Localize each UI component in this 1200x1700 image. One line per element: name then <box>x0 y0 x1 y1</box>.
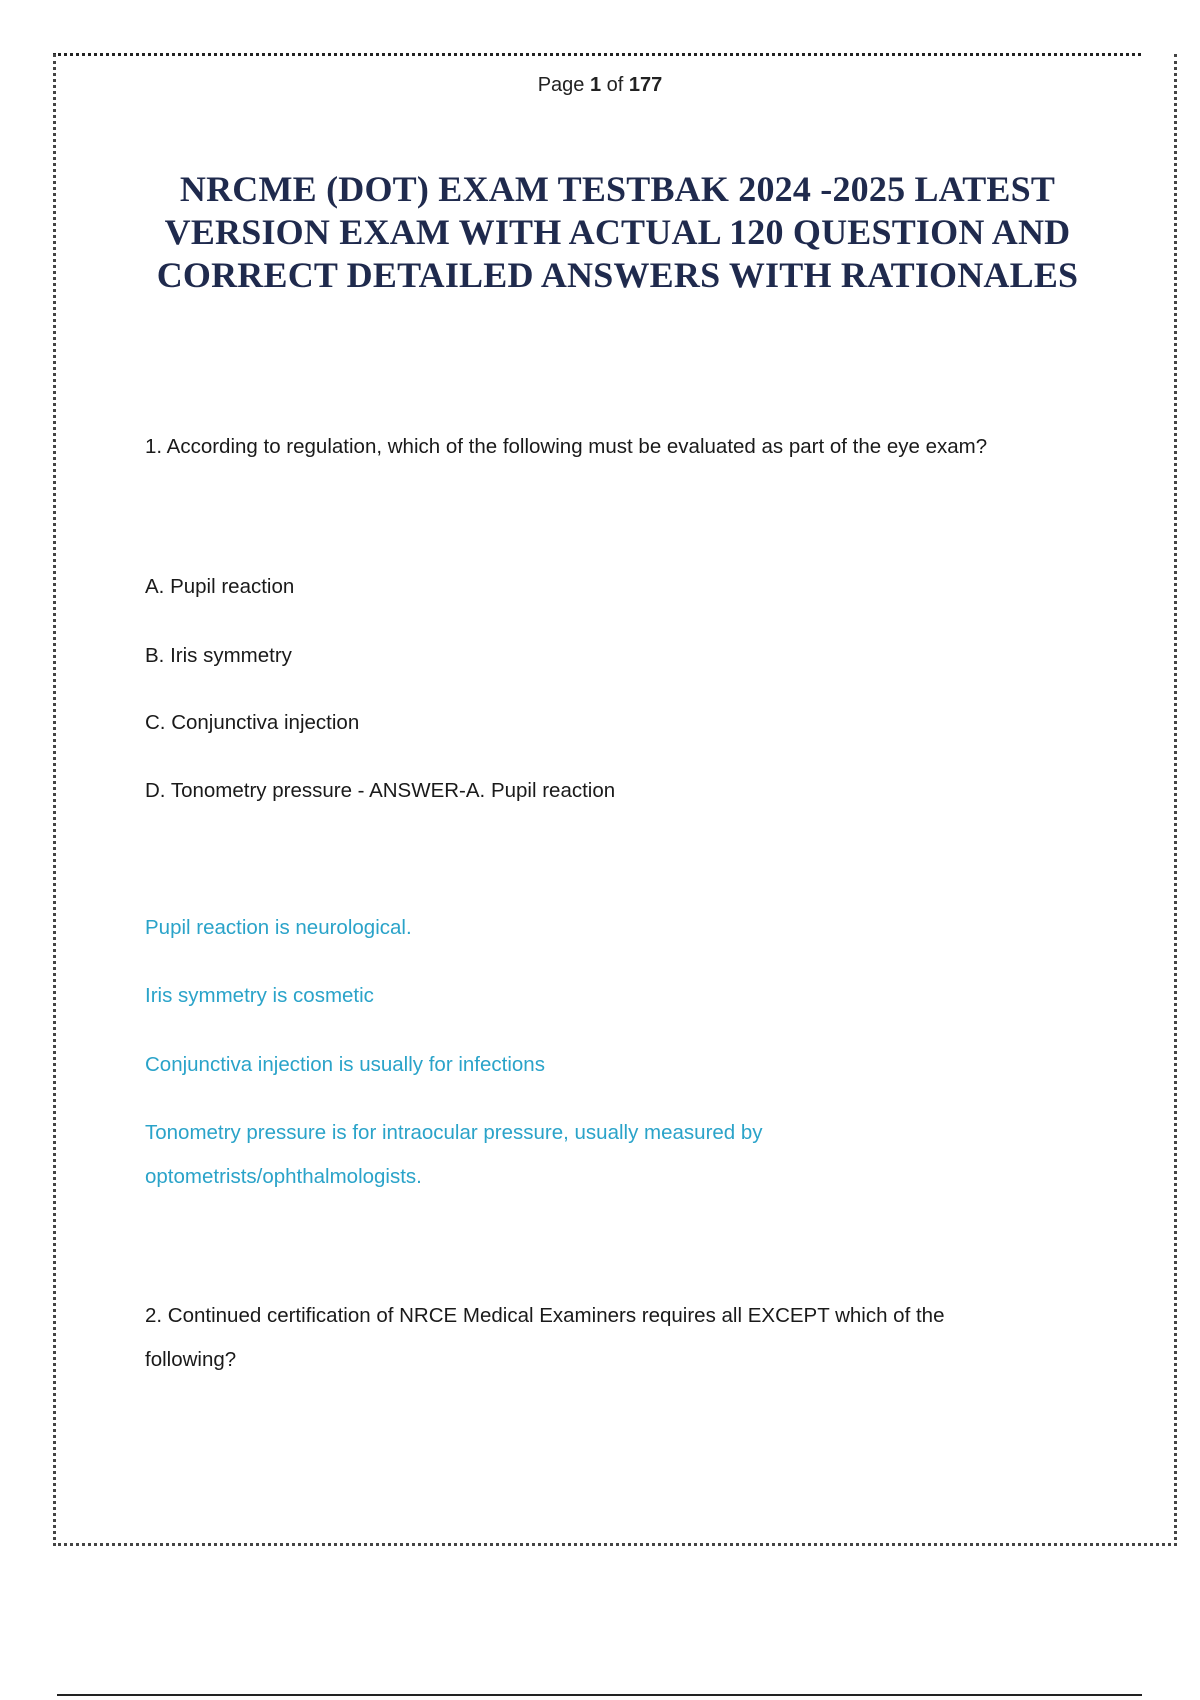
question-1-option-d-answer: D. Tonometry pressure - ANSWER-A. Pupil reaction <box>145 779 616 802</box>
document-title: NRCME (DOT) EXAM TESTBAK 2024 -2025 LATEST VERSION EXAM WITH ACTUAL 120 QUESTION AND CORRECT DETAILED ANSWERS WITH RATIONALES <box>156 169 1079 295</box>
page-current: 1 <box>589 74 602 96</box>
question-1-option-a: A. Pupil reaction <box>145 575 295 598</box>
rationale-1: Pupil reaction is neurological. <box>145 916 412 939</box>
rationale-2: Iris symmetry is cosmetic <box>145 984 374 1007</box>
page-prefix: Page <box>537 74 590 96</box>
page-number <box>0 74 1200 97</box>
question-1-option-c: C. Conjunctiva injection <box>145 711 360 734</box>
question-1-text: 1. According to regulation, which of the following must be evaluated as part of the eye exam? <box>145 435 988 458</box>
rationale-4: Tonometry pressure is for intraocular pressure, usually measured by optometrists/ophthalmologists. <box>145 1121 763 1188</box>
page-total: 177 <box>628 74 663 96</box>
rationale-3: Conjunctiva injection is usually for infections <box>145 1053 545 1076</box>
question-1-option-b: B. Iris symmetry <box>145 644 292 667</box>
page-sep: of <box>601 74 629 96</box>
next-page-top-rule <box>57 1694 1142 1696</box>
question-2-text: 2. Continued certification of NRCE Medical Examiners requires all EXCEPT which of the following? <box>145 1304 945 1371</box>
